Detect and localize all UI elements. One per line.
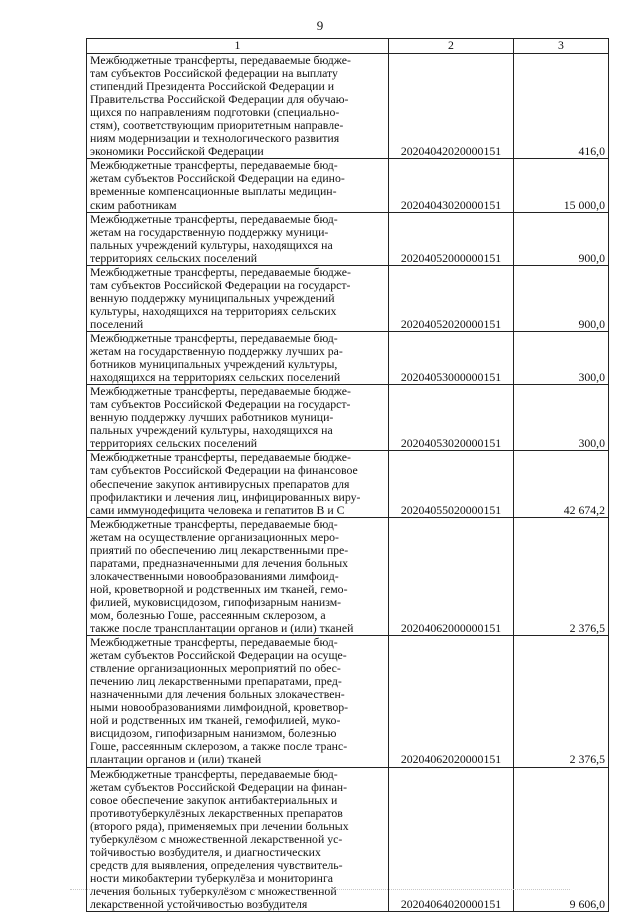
description-line: средств для выявления, определения чувствитель- bbox=[90, 857, 343, 872]
row-code: 20204064020000151 bbox=[389, 767, 514, 912]
description-line: также после трансплантации органов и (или) тканей bbox=[90, 621, 354, 636]
description-line: лекарственной устойчивостью возбудителя bbox=[90, 897, 308, 911]
description-line: временные компенсационные выплаты медицин- bbox=[90, 184, 337, 199]
row-amount: 15 000,0 bbox=[514, 159, 609, 212]
description-line: находящихся на территориях сельских поселений bbox=[90, 370, 341, 385]
description-line: противотуберкулёзных лекарственных препаратов bbox=[90, 805, 343, 820]
row-code: 20204062020000151 bbox=[389, 636, 514, 767]
description-line: ствление организационных мероприятий по обес- bbox=[90, 661, 341, 676]
description-line: обеспечение закупок антивирусных препаратов для bbox=[90, 476, 350, 491]
description-line: ности микобактерии туберкулёза и мониторинга bbox=[90, 870, 334, 885]
table-row bbox=[87, 159, 609, 212]
column-header-3: 3 bbox=[514, 39, 609, 54]
row-amount: 9 606,0 bbox=[514, 767, 609, 912]
table-row bbox=[87, 385, 609, 451]
description-line: стипендий Президента Российской Федерации и bbox=[90, 79, 335, 94]
table-body bbox=[87, 54, 609, 912]
description-line: Межбюджетные трансферты, передаваемые бюдже- bbox=[90, 450, 351, 465]
table-row bbox=[87, 265, 609, 331]
description-line: ским работникам bbox=[90, 197, 177, 212]
description-line: жетам на осуществление организационных меро- bbox=[90, 529, 339, 544]
description-line: (второго ряда), применяемых при лечении больных bbox=[90, 818, 349, 833]
row-code: 20204043020000151 bbox=[389, 159, 514, 212]
description-line: злокачественными новообразованиями лимфоид- bbox=[90, 568, 339, 583]
row-amount: 300,0 bbox=[514, 331, 609, 384]
description-line: Гоше, рассеянным склерозом, а также после транс- bbox=[90, 739, 348, 754]
description-line: Межбюджетные трансферты, передаваемые бюдже- bbox=[90, 384, 351, 399]
description-line: там субъектов Российской федерации на выплату bbox=[90, 66, 338, 81]
budget-table bbox=[86, 38, 609, 912]
description-line: ной, кроветворной и родственных им тканей, гемо- bbox=[90, 581, 348, 596]
description-line: Межбюджетные трансферты, передаваемые бюд- bbox=[90, 158, 338, 173]
row-amount: 42 674,2 bbox=[514, 451, 609, 517]
description-line: там субъектов Российской Федерации на государст- bbox=[90, 277, 351, 292]
column-header-1: 1 bbox=[87, 39, 389, 54]
row-amount: 416,0 bbox=[514, 54, 609, 159]
description-line: культуры, находящихся на территориях сельских bbox=[90, 303, 337, 318]
description-line: жетам на государственную поддержку муници- bbox=[90, 224, 329, 239]
table-row bbox=[87, 212, 609, 265]
description-line: Межбюджетные трансферты, передаваемые бюд- bbox=[90, 766, 338, 781]
description-line: приятий по обеспечению лиц лекарственными пре- bbox=[90, 542, 349, 557]
row-description bbox=[87, 159, 389, 212]
description-line: пальных учреждений культуры, находящихся на bbox=[90, 423, 333, 438]
row-description bbox=[87, 517, 389, 635]
description-line: стям), соответствующим приоритетным направле- bbox=[90, 118, 344, 133]
description-line: жетам субъектов Российской Федерации на едино- bbox=[90, 171, 345, 186]
description-line: ной и родственных им тканей, гемофилией, муко- bbox=[90, 713, 341, 728]
description-line: Межбюджетные трансферты, передаваемые бюд- bbox=[90, 330, 338, 345]
description-line: поселений bbox=[90, 316, 144, 331]
description-line: плантации органов и (или) тканей bbox=[90, 752, 262, 767]
row-amount: 300,0 bbox=[514, 385, 609, 451]
row-description bbox=[87, 331, 389, 384]
description-line: пальных учреждений культуры, находящихся на bbox=[90, 237, 333, 252]
row-description bbox=[87, 385, 389, 451]
row-amount: 2 376,5 bbox=[514, 636, 609, 767]
row-code: 20204042020000151 bbox=[389, 54, 514, 159]
row-description bbox=[87, 54, 389, 159]
description-line: назначенными для лечения больных злокачествен- bbox=[90, 687, 345, 702]
description-line: Межбюджетные трансферты, передаваемые бюдже- bbox=[90, 53, 351, 67]
row-amount: 2 376,5 bbox=[514, 517, 609, 635]
description-line: экономики Российской Федерации bbox=[90, 144, 264, 159]
description-line: висцидозом, гипофизарным нанизмом, болезнью bbox=[90, 726, 337, 741]
row-description bbox=[87, 451, 389, 517]
description-line: печению лиц лекарственными препаратами, пред- bbox=[90, 674, 342, 689]
description-line: там субъектов Российской Федерации на финансовое bbox=[90, 463, 358, 478]
row-description bbox=[87, 636, 389, 767]
description-line: филией, муковисцидозом, гипофизарным нанизм- bbox=[90, 594, 342, 609]
table-row bbox=[87, 331, 609, 384]
description-line: Межбюджетные трансферты, передаваемые бюд- bbox=[90, 516, 338, 531]
row-code: 20204053000000151 bbox=[389, 331, 514, 384]
description-line: туберкулёзом с множественной лекарственной ус- bbox=[90, 831, 343, 846]
scan-artifact-line bbox=[70, 889, 570, 891]
description-line: паратами, предназначенными для лечения больных bbox=[90, 555, 349, 570]
table-row bbox=[87, 517, 609, 635]
row-code: 20204052000000151 bbox=[389, 212, 514, 265]
column-header-2: 2 bbox=[389, 39, 514, 54]
description-line: Межбюджетные трансферты, передаваемые бюдже- bbox=[90, 264, 351, 279]
description-line: ными новообразованиями лимфоидной, кроветвор- bbox=[90, 700, 349, 715]
description-line: лечения больных туберкулёзом с множественной bbox=[90, 883, 337, 898]
row-code: 20204062000000151 bbox=[389, 517, 514, 635]
table-row bbox=[87, 451, 609, 517]
description-line: Межбюджетные трансферты, передаваемые бюд- bbox=[90, 211, 338, 226]
row-amount: 900,0 bbox=[514, 212, 609, 265]
row-code: 20204055020000151 bbox=[389, 451, 514, 517]
description-line: жетам субъектов Российской Федерации на финан- bbox=[90, 779, 348, 794]
row-amount: 900,0 bbox=[514, 265, 609, 331]
description-line: ботников муниципальных учреждений культуры, bbox=[90, 357, 338, 372]
description-line: территориях сельских поселений bbox=[90, 436, 258, 451]
description-line: мом, болезнью Гоше, рассеянным склерозом, а bbox=[90, 607, 326, 622]
description-line: ниям модернизации и технологического развития bbox=[90, 131, 340, 146]
description-line: территориях сельских поселений bbox=[90, 250, 258, 265]
row-description bbox=[87, 212, 389, 265]
table-header-row bbox=[87, 39, 609, 54]
description-line: профилактики и лечения лиц, инфицированных виру- bbox=[90, 489, 361, 504]
description-line: щихся по направлениям подготовки (специально- bbox=[90, 105, 340, 120]
row-code: 20204052020000151 bbox=[389, 265, 514, 331]
description-line: там субъектов Российской Федерации на государст- bbox=[90, 397, 351, 412]
description-line: Правительства Российской Федерации для обучаю- bbox=[90, 92, 349, 107]
row-code: 20204053020000151 bbox=[389, 385, 514, 451]
description-line: венную поддержку муниципальных учреждений bbox=[90, 290, 335, 305]
table-row bbox=[87, 54, 609, 159]
description-line: совое обеспечение закупок антибактериальных и bbox=[90, 792, 338, 807]
page-number: 9 bbox=[316, 18, 324, 33]
description-line: сами иммунодефицита человека и гепатитов В и С bbox=[90, 502, 345, 517]
description-line: тойчивостью возбудителя, и диагностических bbox=[90, 844, 321, 859]
description-line: Межбюджетные трансферты, передаваемые бюд- bbox=[90, 635, 338, 650]
description-line: венную поддержку лучших работников муници- bbox=[90, 410, 334, 425]
row-description bbox=[87, 265, 389, 331]
description-line: жетам на государственную поддержку лучших ра- bbox=[90, 344, 343, 359]
table-row bbox=[87, 636, 609, 767]
description-line: жетам субъектов Российской Федерации на осуще- bbox=[90, 648, 347, 663]
